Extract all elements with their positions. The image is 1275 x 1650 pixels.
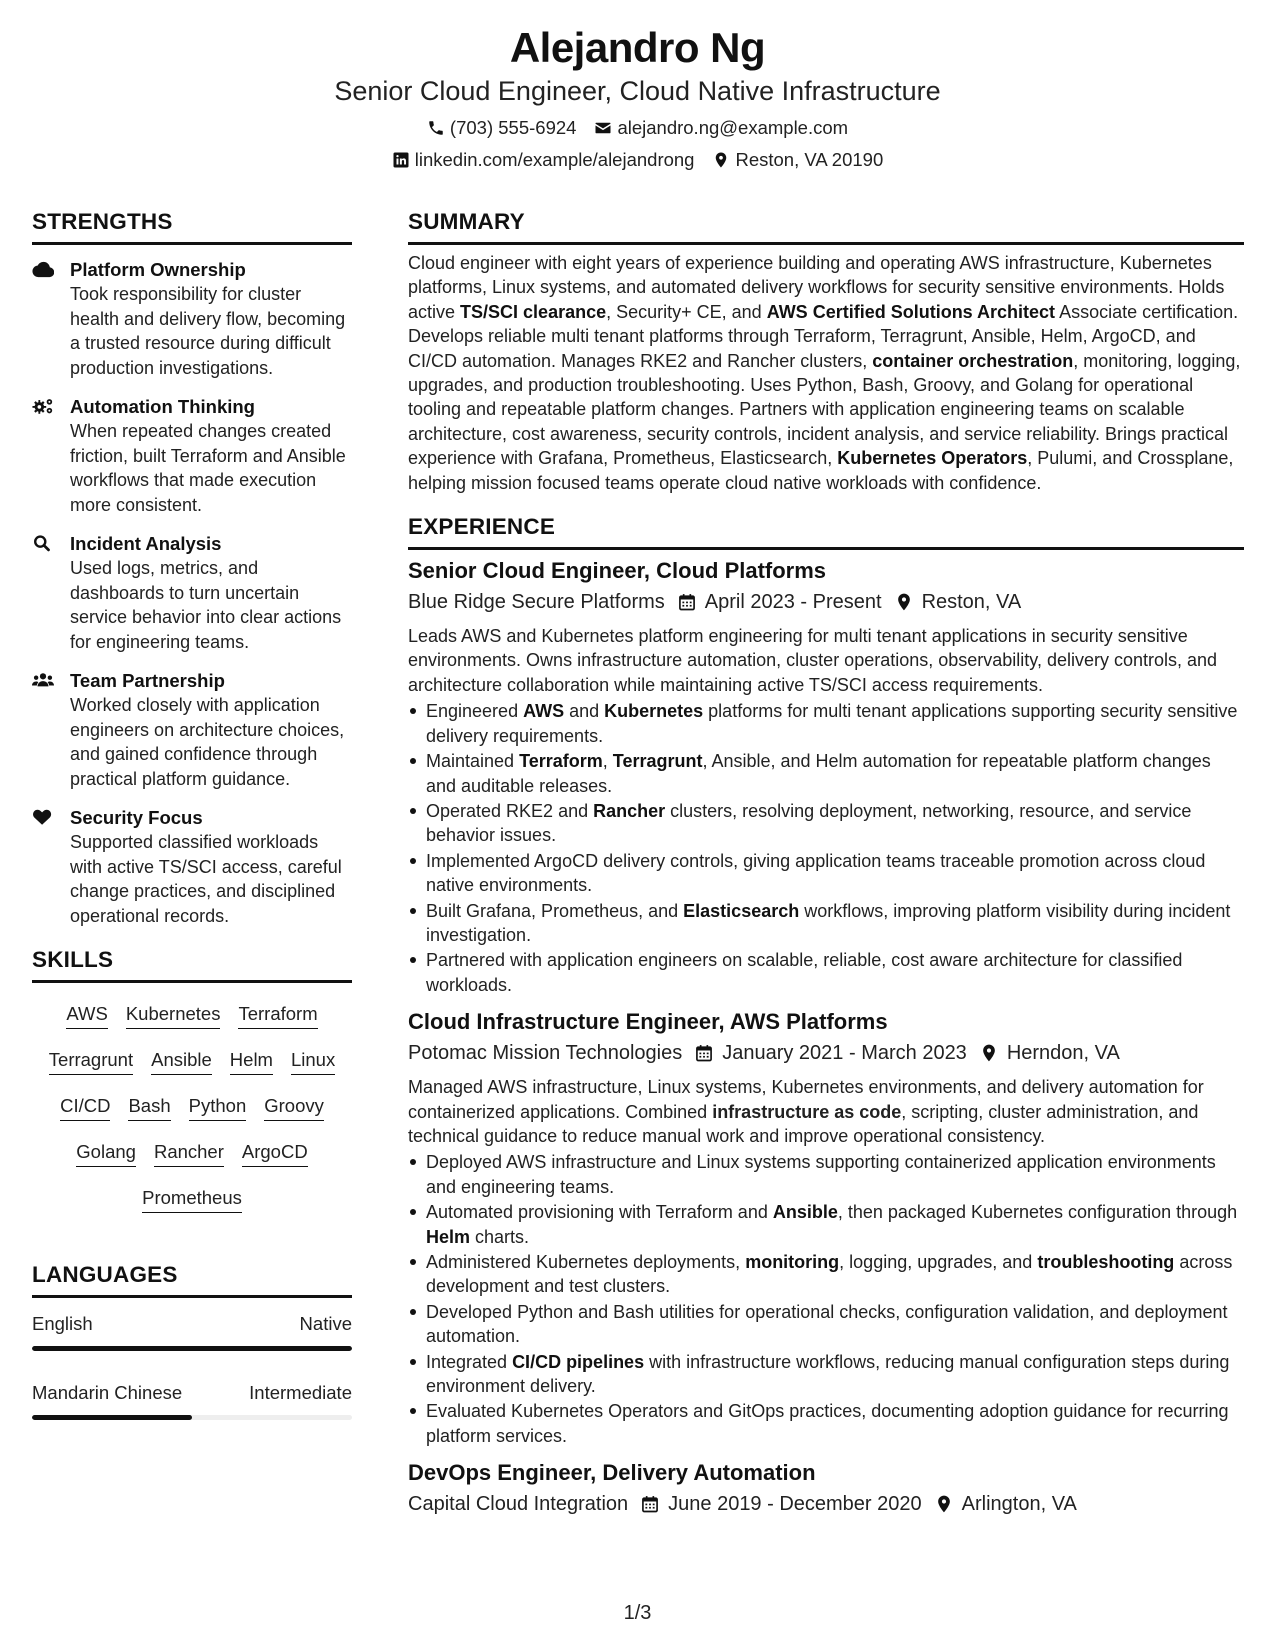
summary-text: Cloud engineer with eight years of experience building and operating AWS infrastructure, Kubernetes platforms, Linux systems, and automated delivery workflows for security sensitive environments. Holds active TS/SCI clearance, Security+ CE, and AWS Certified Solutions Architect Associate certification. Develops reliable multi tenant platforms through Terraform, Terragrunt, Ansible, Helm, ArgoCD, and CI/CD automation. Manages RKE2 and Rancher clusters, container orchestration, monitoring, logging, upgrades, and production troubleshooting. Uses Python, Bash, Groovy, and Golang for operational tooling and repeatable platform changes. Partners with application engineering teams on scalable architecture, cost awareness, security controls, incident analysis, and service reliability. Brings practical experience with Grafana, Prometheus, Elasticsearch, Kubernetes Operators, Pulumi, and Crossplane, helping mission focused teams operate cloud native workloads with confidence. (408, 253, 1241, 493)
strength-desc: Supported classified workloads with active TS/SCI access, careful change practices, and disciplined operational records. (70, 832, 342, 926)
job-title: Cloud Infrastructure Engineer, AWS Platforms (408, 1009, 888, 1035)
skill-tag: ArgoCD (242, 1139, 308, 1167)
strength-desc: Used logs, metrics, and dashboards to turn uncertain service behavior into clear actions for engineering teams. (70, 558, 342, 652)
strength-desc: Worked closely with application engineers on architecture choices, and gained confidence through practical platform guidance. (70, 695, 345, 789)
job-bullets (408, 699, 1244, 997)
skill-tag: Bash (128, 1093, 170, 1121)
left-column (32, 208, 352, 1450)
job-title: DevOps Engineer, Delivery Automation (408, 1460, 816, 1486)
job-meta (408, 1490, 1244, 1518)
search-icon (32, 531, 70, 654)
contact-row-1 (0, 116, 1275, 140)
job-location: Arlington, VA (961, 1493, 1077, 1516)
company-name: Capital Cloud Integration (408, 1493, 629, 1516)
calendar-icon (677, 592, 697, 612)
summary-heading: SUMMARY (408, 208, 1244, 245)
strength-title: Team Partnership (70, 670, 225, 691)
skill-tag: Helm (230, 1047, 273, 1075)
languages-list (32, 1312, 352, 1420)
job-entry (408, 1458, 1244, 1518)
skill-tag: Terraform (238, 1001, 317, 1029)
job-bullet: Engineered AWS and Kubernetes platforms for multi tenant applications supporting security sensitive delivery requirements. (408, 699, 1244, 748)
job-bullet: Developed Python and Bash utilities for operational checks, configuration validation, and deployment automation. (408, 1300, 1244, 1349)
skills-heading: SKILLS (32, 946, 352, 983)
calendar-icon (694, 1043, 714, 1063)
strengths-heading: STRENGTHS (32, 208, 352, 245)
job-meta (408, 588, 1244, 616)
language-proficiency-bar (32, 1346, 352, 1351)
language-row (32, 1381, 352, 1405)
bold-text: Elasticsearch (683, 900, 800, 921)
location-contact (712, 148, 883, 172)
location-text: Reston, VA 20190 (735, 149, 884, 170)
map-pin-icon (979, 1043, 999, 1063)
job-bullet: Operated RKE2 and Rancher clusters, resolving deployment, networking, resource, and service behavior issues. (408, 799, 1244, 848)
language-level: Native (299, 1313, 352, 1334)
strength-desc: Took responsibility for cluster health and delivery flow, becoming a trusted resource during difficult production investigations. (70, 284, 346, 378)
skill-tag: Ansible (151, 1047, 212, 1075)
bold-text: infrastructure as code (712, 1101, 902, 1122)
bold-text: CI/CD pipelines (512, 1351, 645, 1372)
language-row (32, 1312, 352, 1336)
job-location: Reston, VA (921, 591, 1022, 614)
email-text[interactable]: alejandro.ng@example.com (617, 117, 849, 138)
bold-text: AWS Certified Solutions Architect (766, 301, 1056, 322)
skill-tag: Python (189, 1093, 247, 1121)
job-bullets (408, 1150, 1244, 1448)
phone-text: (703) 555-6924 (449, 117, 577, 138)
job-dates: January 2021 - March 2023 (722, 1042, 967, 1065)
bold-text: Kubernetes (604, 701, 704, 722)
job-bullet: Deployed AWS infrastructure and Linux systems supporting containerized application environments and engineering teams. (408, 1150, 1244, 1199)
bold-text: Kubernetes Operators (837, 448, 1028, 469)
email-contact[interactable] (594, 116, 848, 140)
job-bullet: Administered Kubernetes deployments, monitoring, logging, upgrades, and troubleshooting across development and test clusters. (408, 1250, 1244, 1299)
language-proficiency-bar (32, 1415, 352, 1420)
skill-tag: CI/CD (60, 1093, 110, 1121)
job-meta (408, 1039, 1244, 1067)
job-location: Herndon, VA (1006, 1042, 1120, 1065)
job-entry (408, 1007, 1244, 1448)
strength-item (32, 805, 352, 928)
cloud-icon (32, 257, 70, 380)
bold-text: monitoring (745, 1252, 840, 1272)
languages-heading: LANGUAGES (32, 1261, 352, 1298)
job-description: Leads AWS and Kubernetes platform engineering for multi tenant applications in security sensitive environments. Owns infrastructure automation, cluster operations, observability, delivery controls, and architecture collaboration while maintaining active TS/SCI access requirements. (408, 626, 1218, 695)
strengths-list (32, 257, 352, 928)
gears-icon (32, 394, 70, 517)
job-bullet: Implemented ArgoCD delivery controls, giving application teams traceable promotion across cloud native environments. (408, 849, 1244, 898)
map-pin-icon (934, 1494, 954, 1514)
map-pin-icon (712, 151, 730, 169)
job-bullet: Maintained Terraform, Terragrunt, Ansible, and Helm automation for repeatable platform changes and auditable releases. (408, 749, 1244, 798)
strength-title: Security Focus (70, 807, 203, 828)
linkedin-text[interactable]: linkedin.com/example/alejandrong (414, 149, 695, 170)
envelope-icon (594, 119, 612, 137)
resume-header (0, 22, 1275, 172)
skill-tag: Kubernetes (126, 1001, 221, 1029)
strength-item (32, 668, 352, 791)
skill-tag: Terragrunt (49, 1047, 133, 1075)
page-number: 1/3 (623, 1602, 652, 1624)
skill-tag: Linux (291, 1047, 335, 1075)
users-icon (32, 668, 70, 791)
language-name: English (32, 1313, 93, 1334)
phone-contact (427, 116, 577, 140)
bold-text: Rancher (593, 800, 666, 821)
bold-text: Terraform (519, 751, 603, 772)
experience-heading: EXPERIENCE (408, 513, 1244, 550)
skill-tag: Golang (76, 1139, 136, 1167)
job-description: Managed AWS infrastructure, Linux systems, Kubernetes environments, and delivery automation for containerized applications. Combined infrastructure as code, scripting, cluster administration, and technical guidance to reduce manual work and improve operational consistency. (408, 1077, 1204, 1146)
company-name: Blue Ridge Secure Platforms (408, 591, 665, 614)
job-bullet: Automated provisioning with Terraform and Ansible, then packaged Kubernetes configuration through Helm charts. (408, 1200, 1244, 1249)
strength-title: Automation Thinking (70, 396, 255, 417)
heart-icon (32, 805, 70, 928)
job-dates: April 2023 - Present (704, 591, 882, 614)
phone-icon (427, 119, 445, 137)
skill-tag: Rancher (154, 1139, 224, 1167)
bold-text: TS/SCI clearance (460, 301, 607, 322)
strength-desc: When repeated changes created friction, built Terraform and Ansible workflows that made execution more consistent. (70, 421, 346, 515)
bold-text: Ansible (772, 1202, 838, 1223)
skills-list (32, 991, 352, 1221)
right-column (408, 208, 1244, 1518)
language-name: Mandarin Chinese (32, 1382, 183, 1403)
job-bullet: Integrated CI/CD pipelines with infrastructure workflows, reducing manual configuration steps during environment delivery. (408, 1350, 1244, 1399)
language-level: Intermediate (249, 1382, 352, 1403)
map-pin-icon (894, 592, 914, 612)
skill-tag: Prometheus (142, 1185, 242, 1213)
bold-text: container orchestration (872, 350, 1074, 371)
language-proficiency-fill (32, 1346, 352, 1351)
bold-text: Terragrunt (612, 751, 703, 772)
job-bullet: Partnered with application engineers on scalable, reliable, cost aware architecture for classified workloads. (408, 948, 1244, 997)
strength-item (32, 394, 352, 517)
job-title: Senior Cloud Engineer, Cloud Platforms (408, 558, 827, 584)
strength-title: Incident Analysis (70, 533, 222, 554)
strength-item (32, 257, 352, 380)
candidate-title: Senior Cloud Engineer, Cloud Native Infrastructure (334, 76, 941, 106)
strength-title: Platform Ownership (70, 259, 246, 280)
job-bullet: Built Grafana, Prometheus, and Elasticsearch workflows, improving platform visibility during incident investigation. (408, 899, 1244, 948)
bold-text: troubleshooting (1037, 1252, 1175, 1272)
bold-text: AWS (523, 701, 565, 722)
language-proficiency-fill (32, 1415, 192, 1420)
strength-item (32, 531, 352, 654)
bold-text: Helm (426, 1226, 471, 1247)
linkedin-contact[interactable] (392, 148, 695, 172)
skill-tag: Groovy (264, 1093, 324, 1121)
company-name: Potomac Mission Technologies (408, 1042, 683, 1065)
calendar-icon (640, 1494, 660, 1514)
contact-row-2 (0, 148, 1275, 172)
linkedin-icon (392, 151, 410, 169)
job-dates: June 2019 - December 2020 (668, 1493, 922, 1516)
skill-tag: AWS (66, 1001, 107, 1029)
candidate-name: Alejandro Ng (509, 24, 766, 71)
job-bullet: Evaluated Kubernetes Operators and GitOps practices, documenting adoption guidance for recurring platform services. (408, 1399, 1244, 1448)
job-entry (408, 556, 1244, 997)
